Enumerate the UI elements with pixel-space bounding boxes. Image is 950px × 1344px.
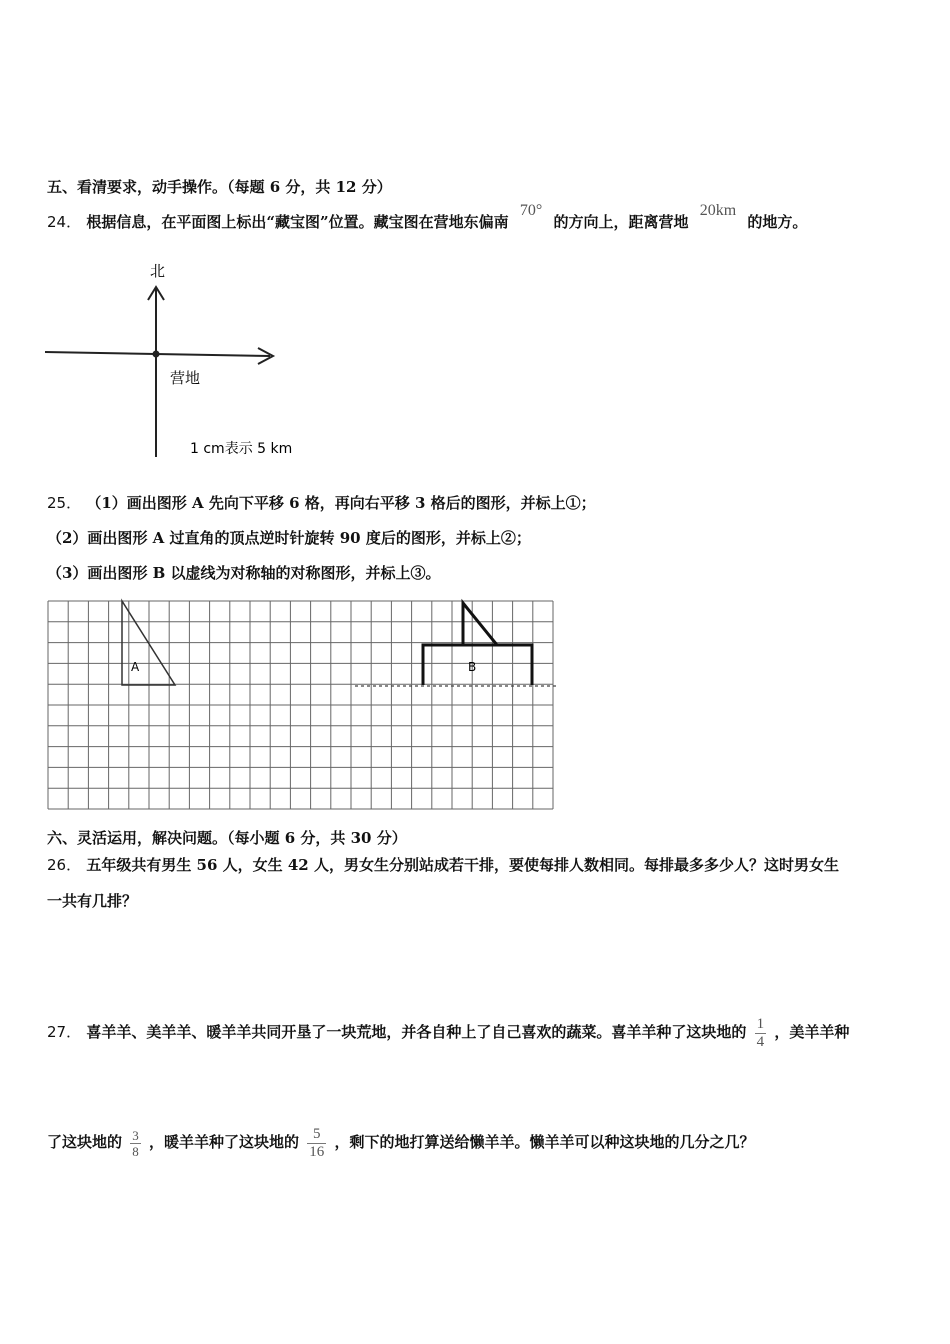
question-25 [47,493,596,513]
compass-diagram [40,255,300,465]
fraction-numerator: 5 [307,1126,326,1144]
fraction-numerator: 3 [132,1127,139,1143]
question-26 [47,855,839,875]
question-24 [47,202,808,233]
fraction-denominator: 16 [309,1143,325,1160]
question-26-line-2: 一共有几排？ [47,892,138,910]
grid-lines [48,601,553,809]
fraction-five-sixteenths [307,1126,326,1161]
question-27 [47,1000,849,1064]
question-text: 根据信息，在平面图上标出“藏宝图”位置。藏宝图在营地东偏南 [86,213,509,231]
question-27-line-2 [47,1110,754,1174]
scale-label: 1 cm表示 5 km [190,441,293,457]
question-text: 的方向上，距离营地 [553,213,689,231]
question-line-1: 五年级共有男生 56 人，女生 42 人，男女生分别站成若干排，要使每排人数相同。每排最多多少人？这时男女生 [86,856,839,874]
grid-figure [45,598,560,813]
question-text: 的地方。 [747,213,808,231]
question-text: ，剩下的地打算送给懒羊羊。懒羊羊可以种这块地的几分之几？ [334,1133,755,1151]
question-text: ，暖羊羊种了这块地的 [148,1133,299,1151]
angle-value: 70° [519,202,543,219]
section5-heading: 五、看清要求，动手操作。（每题 6 分，共 12 分） [47,178,392,196]
shape-a-label: A [131,660,140,674]
section6-heading: 六、灵活运用，解决问题。（每小题 6 分，共 30 分） [47,829,407,847]
question-line-1: （1）画出图形 A 先向下平移 6 格，再向右平移 3 格后的图形，并标上①； [86,494,596,512]
distance-value: 20km [699,202,737,219]
camp-point [153,351,160,358]
question-line-1: 喜羊羊、美羊羊、暖羊羊共同开垦了一块荒地，并各自种上了自己喜欢的蔬菜。喜羊羊种了这块地的 [86,1023,747,1041]
question-number: 24． [47,213,82,231]
question-number: 27． [47,1023,82,1041]
north-label: 北 [150,262,166,280]
question-number: 26． [47,856,82,874]
fraction-numerator: 1 [756,1015,765,1032]
question-25-line-2: （2）画出图形 A 过直角的顶点逆时针旋转 90 度后的图形，并标上②； [47,529,531,547]
fraction-denominator: 4 [756,1033,765,1050]
question-number: 25． [47,494,82,512]
fraction-three-eighths [130,1128,141,1159]
question-25-line-3: （3）画出图形 B 以虚线为对称轴的对称图形，并标上③。 [47,564,441,582]
shape-b-label: B [468,660,477,674]
question-line-1-end: ，美羊羊种 [774,1023,850,1041]
shape-b [423,645,532,685]
question-text: 了这块地的 [47,1133,123,1151]
camp-label: 营地 [170,369,201,387]
fraction-denominator: 8 [132,1143,139,1159]
fraction-one-quarter [755,1016,767,1051]
